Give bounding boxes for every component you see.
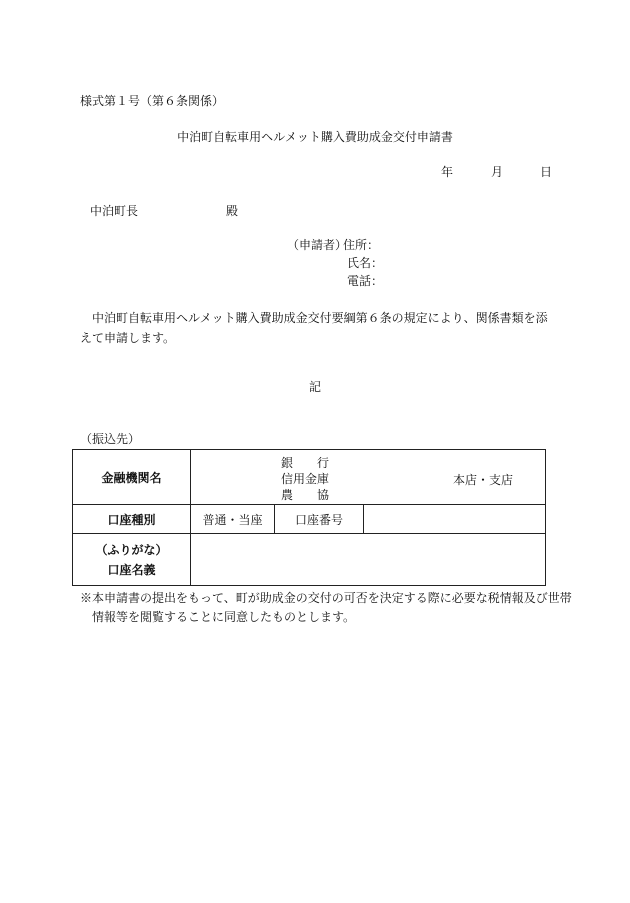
applicant-phone-label: 電話： [347, 274, 384, 288]
applicant-label: （申請者） [287, 238, 348, 252]
account-type-options[interactable]: 普通・当座 [191, 505, 275, 534]
transfer-destination-label: （振込先） [80, 432, 141, 446]
institution-name-label: 金融機関名 [73, 450, 191, 505]
consent-notice: ※本申請書の提出をもって、町が助成金の交付の可否を決定する際に必要な税情報及び世帯情報等を閲覧することに同意したものとします。 [80, 591, 572, 624]
day-label: 日 [540, 165, 553, 179]
bank-account-table [72, 449, 546, 586]
account-type-label: 口座種別 [73, 505, 191, 534]
document-title: 中泊町自転車用ヘルメット購入費助成金交付申請書 [177, 130, 453, 144]
year-label: 年 [441, 165, 454, 179]
account-holder-field[interactable] [191, 534, 546, 586]
addressee: 中泊町長 [90, 204, 139, 218]
institution-name-field[interactable] [191, 450, 546, 505]
institution-type-nokyo: 農 協 [281, 488, 330, 502]
account-number-label: 口座番号 [275, 505, 364, 534]
month-label: 月 [491, 165, 504, 179]
account-holder-name-label: 口座名義 [107, 562, 156, 577]
form-number: 様式第１号（第６条関係） [80, 94, 225, 108]
institution-type-bank: 銀 行 [281, 456, 330, 470]
applicant-address-label: 住所： [343, 238, 380, 252]
institution-type-shinkin: 信用金庫 [281, 472, 330, 486]
addressee-honorific: 殿 [226, 204, 239, 218]
account-holder-furigana-label: （ふりがな） [95, 542, 168, 557]
ki-heading: 記 [308, 380, 321, 394]
branch-options: 本店・支店 [453, 473, 514, 487]
account-number-field[interactable] [364, 505, 546, 534]
institution-type-list [281, 455, 329, 503]
application-statement: 中泊町自転車用ヘルメット購入費助成金交付要綱第６条の規定により、関係書類を添えて申請します。 [80, 311, 548, 345]
applicant-name-label: 氏名： [347, 256, 384, 270]
account-holder-label [73, 534, 191, 586]
